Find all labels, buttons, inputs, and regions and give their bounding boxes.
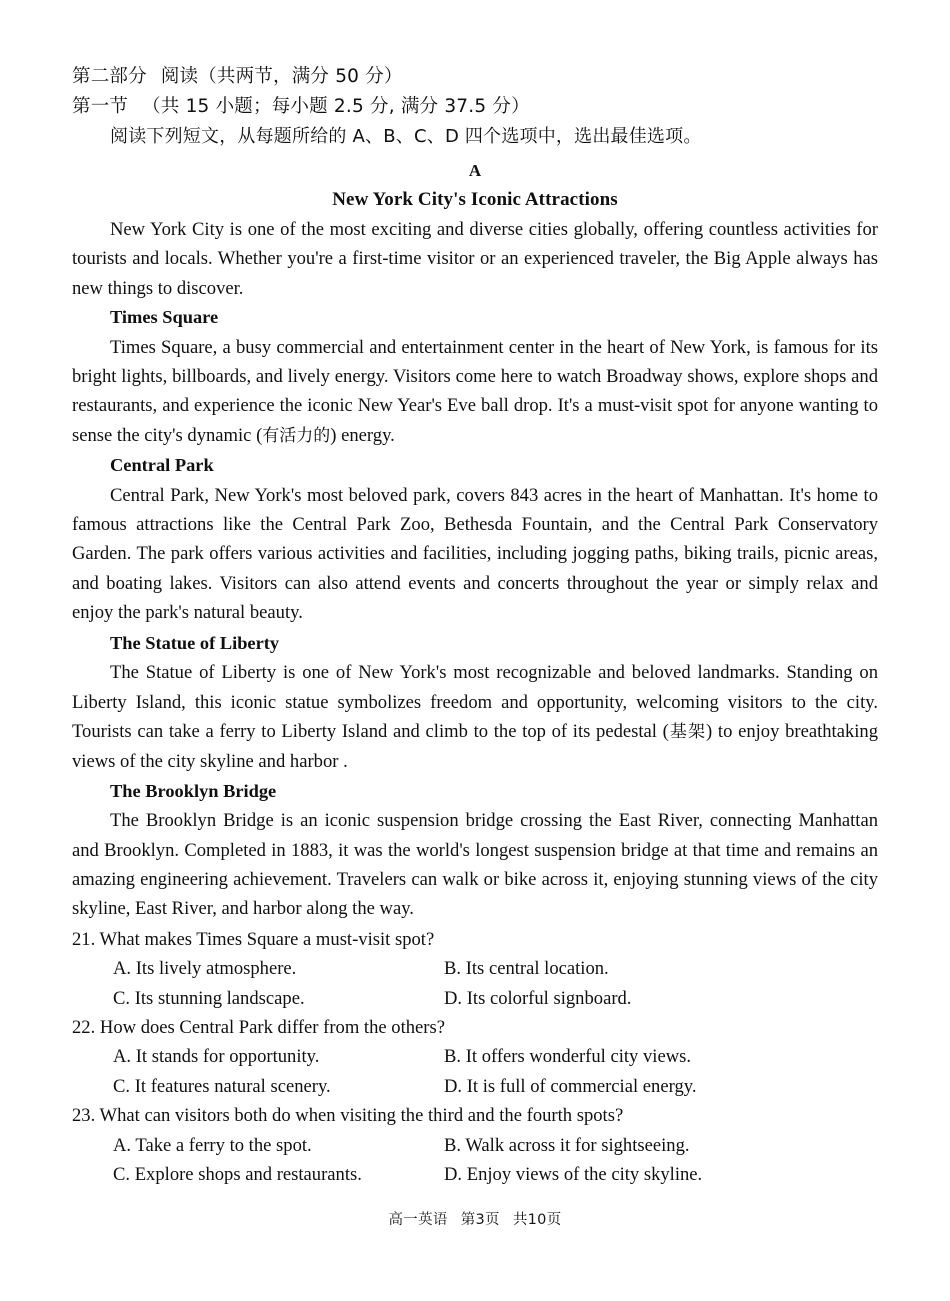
option-d[interactable]: D. Its colorful signboard. (444, 987, 632, 1009)
sub-heading-central-park: Central Park (110, 455, 214, 476)
option-a[interactable]: A. Take a ferry to the spot. (113, 1134, 312, 1156)
question-stem: 23. What can visitors both do when visiting the third and the fourth spots? (72, 1105, 624, 1127)
passage-paragraph-brooklyn-bridge (72, 806, 878, 925)
passage-letter: A (468, 161, 482, 180)
part-heading (72, 62, 878, 92)
question-23 (72, 1101, 878, 1189)
question-22 (72, 1013, 878, 1101)
option-b[interactable]: B. Walk across it for sightseeing. (444, 1134, 690, 1156)
option-d[interactable]: D. It is full of commercial energy. (444, 1075, 697, 1097)
gloss-chinese: 有活力的 (262, 425, 331, 446)
paragraph-text-after-gloss: ) energy. (330, 424, 395, 446)
section-heading-title: （共 15 小题；每小题 2.5 分, 满分 37.5 分） (142, 96, 530, 117)
sub-heading-brooklyn-bridge: The Brooklyn Bridge (110, 780, 277, 801)
passage-intro-paragraph: New York City is one of the most exciting and diverse cities globally, offering countless activities for tourists and locals. Whether you're a first-time visitor or an experienced traveler, the Big Apple always has new things to discover. (72, 219, 878, 299)
option-row (72, 1131, 878, 1160)
footer-subject: 高一英语 (388, 1212, 448, 1228)
question-21 (72, 925, 878, 1013)
passage-paragraph-central-park (72, 481, 878, 629)
paragraph-text-before-gloss: Central Park, New York's most beloved park, covers 843 acres in the heart of Manhattan. It's home to famous attractions like the Central Park Zoo, Bethesda Fountain, and the Central Park Conservatory Garden. The park offers various activities and facilities, including jogging paths, biking trails, picnic areas, and boating lakes. Visitors can also attend events and concerts throughout the year or simply relax and enjoy the park's natural beauty. (72, 484, 878, 624)
option-row (72, 954, 878, 983)
paragraph-text-after-gloss: ) to enjoy breathtaking views of the city skyline and harbor . (72, 720, 879, 773)
page-footer (0, 1208, 950, 1229)
option-c[interactable]: C. Its stunning landscape. (113, 987, 305, 1009)
option-d[interactable]: D. Enjoy views of the city skyline. (444, 1164, 703, 1185)
section-heading-label: 第一节 (72, 96, 129, 117)
part-heading-title: 阅读（共两节，满分 50 分） (160, 66, 403, 87)
passage-paragraph-statue-of-liberty (72, 658, 878, 777)
section-heading (72, 92, 878, 122)
sub-heading-statue-of-liberty: The Statue of Liberty (110, 632, 280, 653)
option-row (72, 1042, 878, 1071)
paragraph-text-before-gloss: The Statue of Liberty is one of New York's most recognizable and beloved landmarks. Standing on Liberty Island, this iconic statue symbolizes freedom and opportunity, welcoming visitors to the city. Tourists can take a ferry to Liberty Island and climb to the top of its pedestal ( (72, 662, 878, 742)
instruction-text: 阅读下列短文，从每题所给的 A、B、C、D 四个选项中，选出最佳选项。 (110, 126, 702, 147)
page-content (72, 62, 878, 1189)
option-c[interactable]: C. Explore shops and restaurants. (113, 1164, 362, 1185)
option-row (72, 1160, 878, 1189)
footer-page-total: 共10页 (512, 1212, 562, 1228)
question-stem: 21. What makes Times Square a must-visit spot? (72, 928, 435, 950)
option-b[interactable]: B. Its central location. (444, 958, 609, 980)
option-b[interactable]: B. It offers wonderful city views. (444, 1046, 692, 1068)
gloss-chinese: 基架 (668, 721, 707, 742)
sub-heading-times-square: Times Square (110, 307, 219, 328)
option-a[interactable]: A. It stands for opportunity. (113, 1046, 320, 1068)
option-c[interactable]: C. It features natural scenery. (113, 1075, 331, 1097)
option-row (72, 984, 878, 1013)
part-heading-label: 第二部分 (72, 66, 147, 87)
option-row (72, 1072, 878, 1101)
passage-title: New York City's Iconic Attractions (332, 189, 618, 210)
paragraph-text-before-gloss: The Brooklyn Bridge is an iconic suspension bridge crossing the East River, connecting Manhattan and Brooklyn. Completed in 1883, it was the world's longest suspension bridge at that time and remains an amazing engineering achievement. Travelers can walk or bike across it, enjoying stunning views of the city skyline, East River, and harbor along the way. (72, 810, 878, 920)
paragraph-text-before-gloss: Times Square, a busy commercial and entertainment center in the heart of New York, is famous for its bright lights, billboards, and lively energy. Visitors come here to watch Broadway shows, explore shops and restaurants, and experience the iconic New Year's Eve ball drop. It's a must-visit spot for anyone wanting to sense the city's dynamic ( (72, 336, 878, 446)
question-stem: 22. How does Central Park differ from the others? (72, 1016, 445, 1038)
passage-paragraph-times-square (72, 333, 878, 452)
option-a[interactable]: A. Its lively atmosphere. (113, 958, 297, 980)
footer-page-current: 第3页 (460, 1212, 500, 1228)
